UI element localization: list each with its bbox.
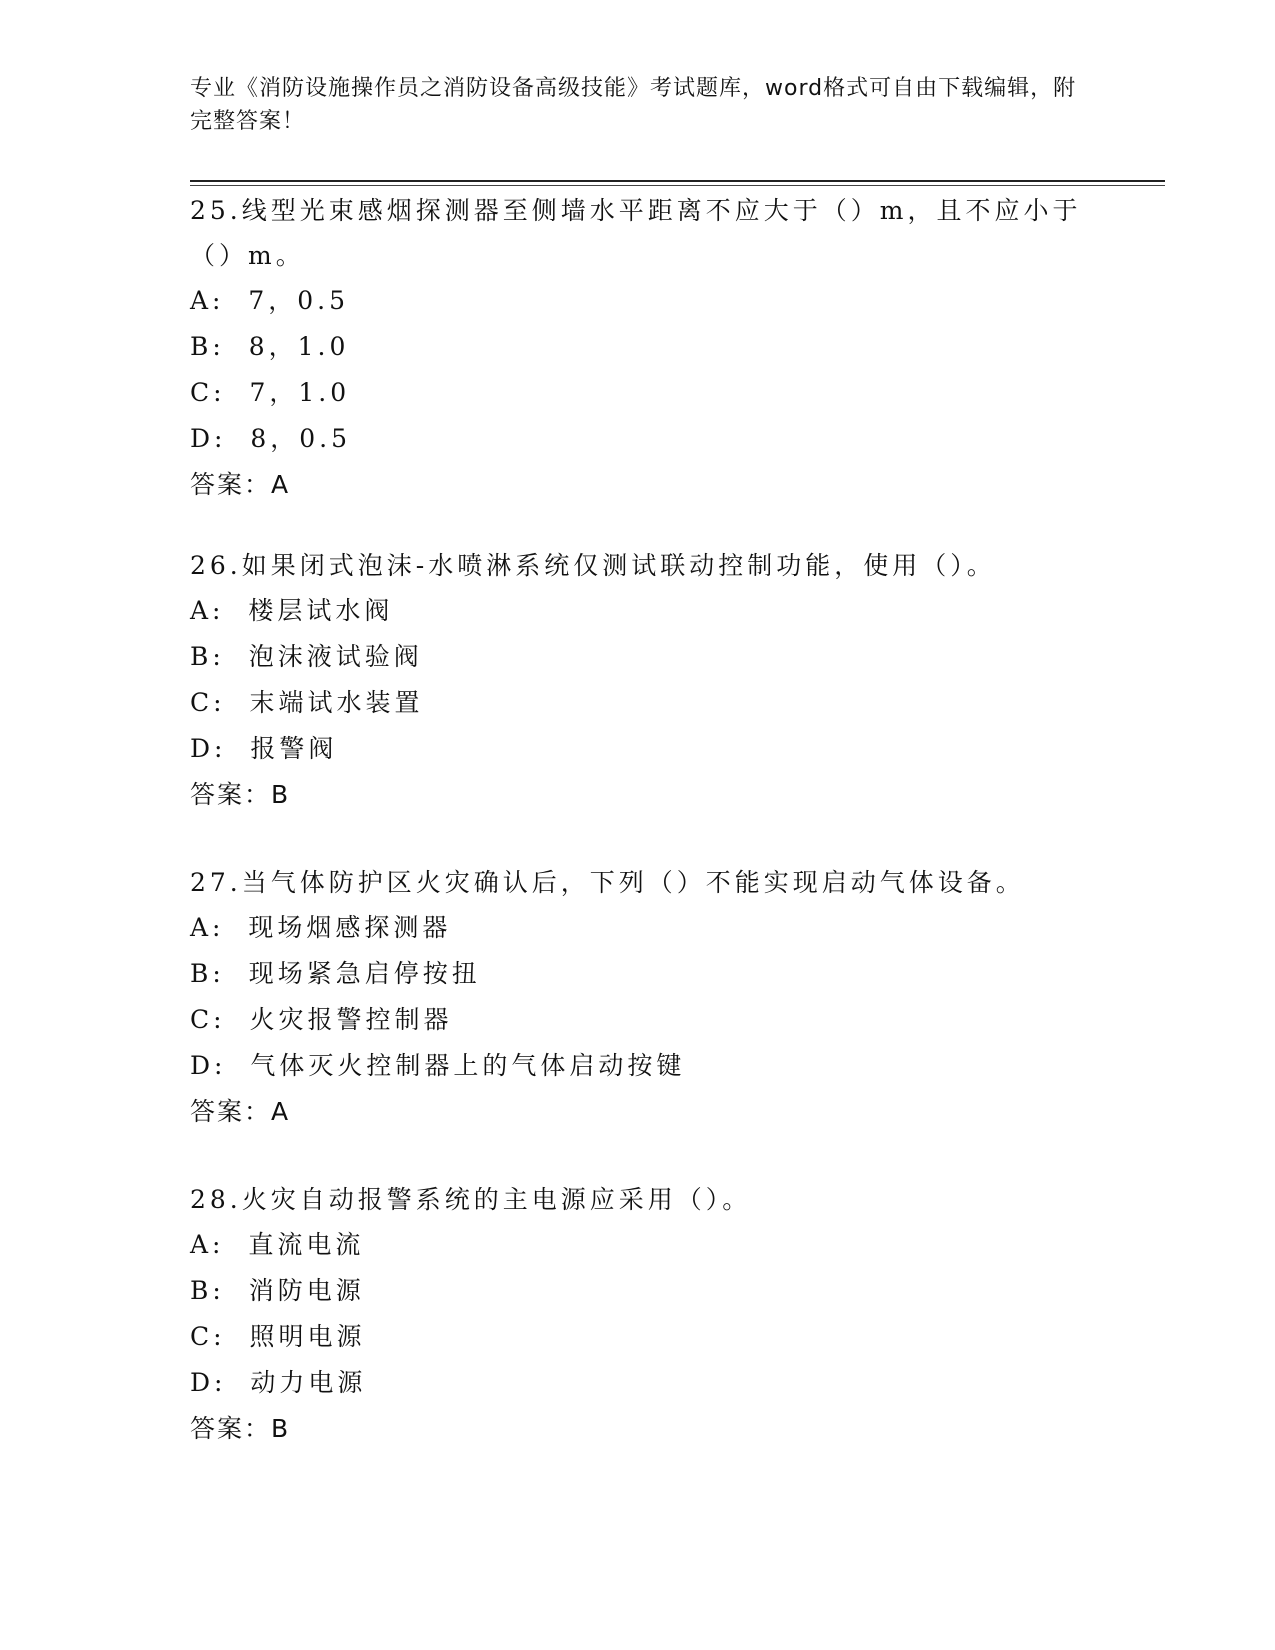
question-27	[190, 860, 1110, 1135]
option-d: D: 动力电源	[190, 1368, 367, 1397]
option-a: A: 7，0.5	[190, 286, 350, 315]
question-stem: 26.如果闭式泡沫-水喷淋系统仅测试联动控制功能，使用（）。	[190, 551, 996, 580]
option-c: C: 7，1.0	[190, 378, 351, 407]
header-divider-secondary	[190, 185, 1165, 186]
option-b: B: 现场紧急启停按扭	[190, 959, 481, 988]
answer: 答案：B	[190, 780, 291, 809]
header-divider	[190, 180, 1165, 182]
option-a: A: 楼层试水阀	[190, 596, 394, 625]
option-d: D: 气体灭火控制器上的气体启动按键	[190, 1051, 686, 1080]
question-stem: 27.当气体防护区火灾确认后，下列（）不能实现启动气体设备。	[190, 868, 1025, 897]
question-stem: 28.火灾自动报警系统的主电源应采用（）。	[190, 1185, 752, 1214]
option-a: A: 现场烟感探测器	[190, 913, 452, 942]
question-26	[190, 543, 1110, 818]
question-25	[190, 188, 1110, 508]
option-d: D: 8，0.5	[190, 424, 352, 453]
option-b: B: 消防电源	[190, 1276, 365, 1305]
answer: 答案：A	[190, 1097, 291, 1126]
question-stem: 25.线型光束感烟探测器至侧墙水平距离不应大于（）m，且不应小于（）m。	[190, 196, 1082, 270]
answer: 答案：B	[190, 1414, 291, 1443]
answer: 答案：A	[190, 470, 291, 499]
option-c: C: 照明电源	[190, 1322, 366, 1351]
option-c: C: 末端试水装置	[190, 688, 424, 717]
document-header: 专业《消防设施操作员之消防设备高级技能》考试题库，word格式可自由下载编辑，附完整答案！	[190, 76, 1077, 134]
option-a: A: 直流电流	[190, 1230, 365, 1259]
option-d: D: 报警阀	[190, 734, 338, 763]
option-b: B: 8，1.0	[190, 332, 350, 361]
option-c: C: 火灾报警控制器	[190, 1005, 453, 1034]
question-28	[190, 1177, 1110, 1452]
option-b: B: 泡沫液试验阀	[190, 642, 423, 671]
